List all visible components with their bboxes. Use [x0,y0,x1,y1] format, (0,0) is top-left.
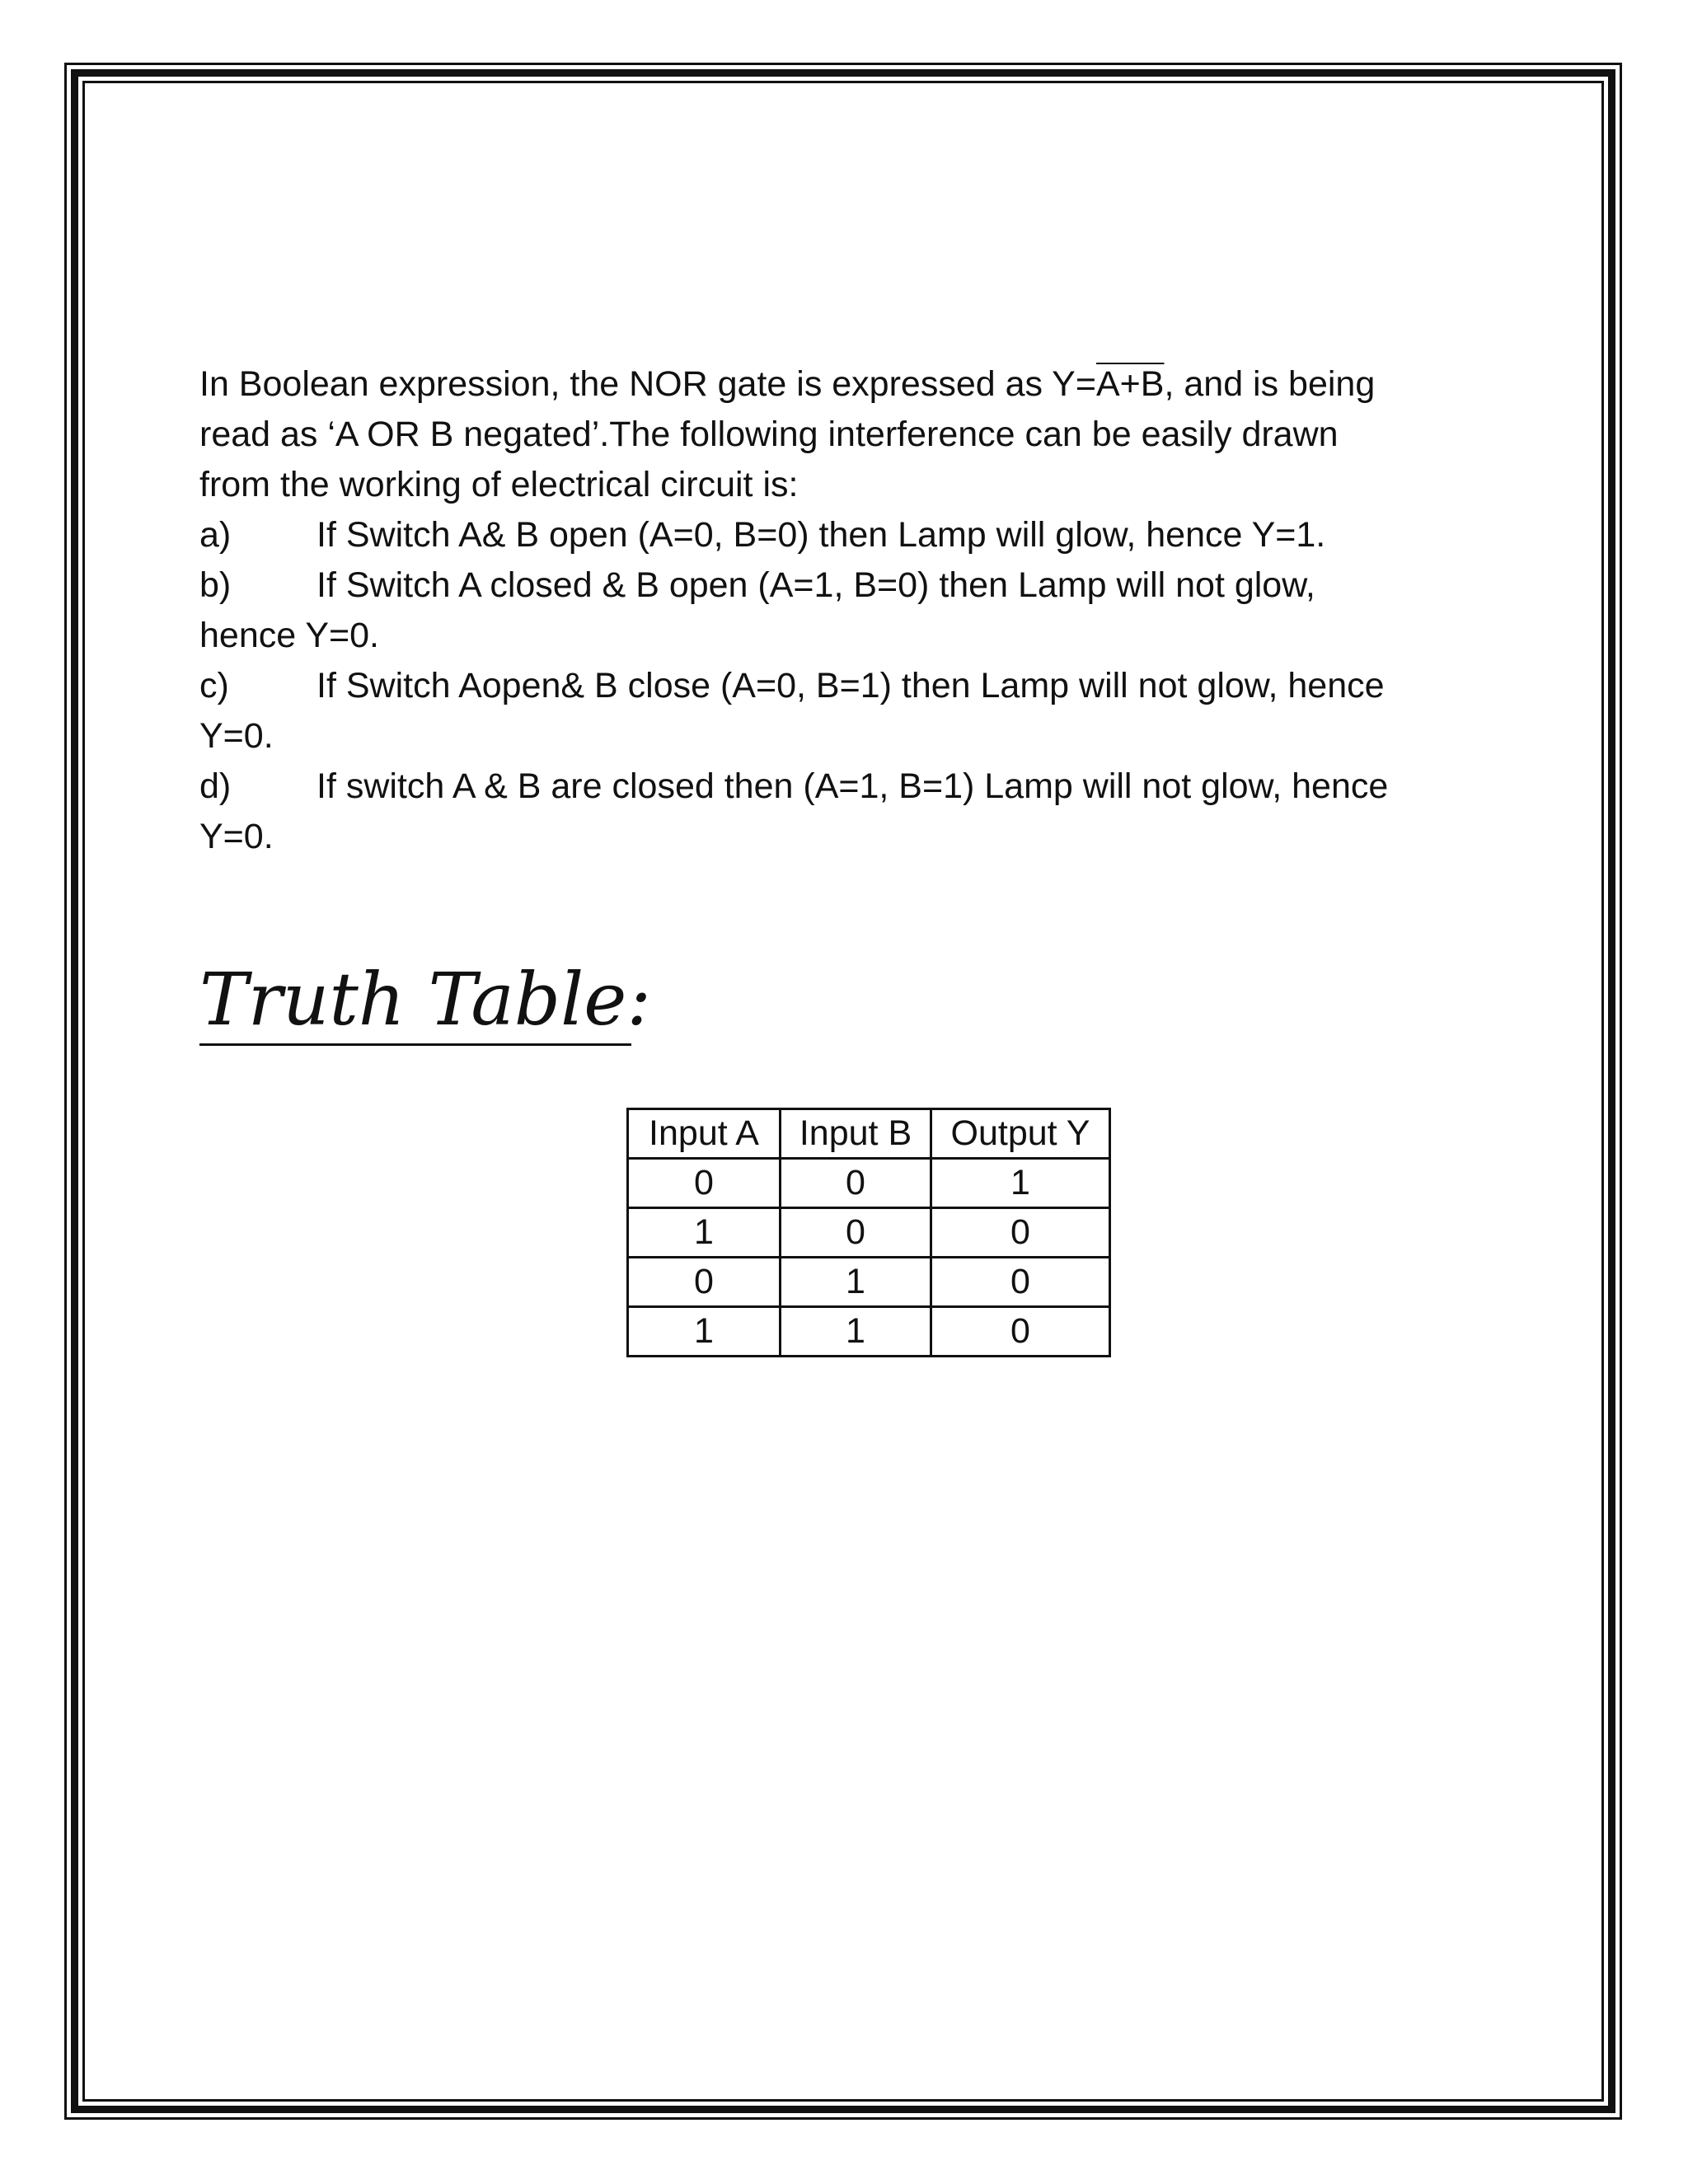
table-cell: 1 [628,1208,781,1258]
list-marker: d) [199,766,232,806]
body-text [199,359,1485,862]
paragraph-line-2: read as ‘A OR B negated’.The following interference can be easily drawn [199,415,1339,454]
table-cell: 0 [781,1159,931,1208]
table-cell: 0 [628,1258,781,1307]
list-item-text: If Switch A& B open (A=0, B=0) then Lamp will glow, hence Y=1. [316,515,1326,555]
list-item-text: If Switch Aopen& B close (A=0, B=1) then Lamp will not glow, hence [316,666,1385,705]
table-row [628,1258,1110,1307]
column-header-input-a: Input A [628,1109,781,1159]
table-row [628,1159,1110,1208]
paragraph-line-3: from the working of electrical circuit is: [199,465,799,504]
table-cell: 1 [931,1159,1110,1208]
table-cell: 1 [628,1307,781,1357]
list-item-d-continuation: Y=0. [199,817,274,856]
table-row [628,1208,1110,1258]
list-item-c [199,661,1485,711]
table-cell: 0 [931,1307,1110,1357]
list-item-b-continuation: hence Y=0. [199,616,379,655]
table-header-row [628,1109,1110,1159]
list-marker: c) [199,666,229,705]
list-item-d [199,762,1485,812]
table-cell: 1 [781,1307,931,1357]
list-item-c-continuation: Y=0. [199,716,274,756]
truth-table [626,1108,1111,1357]
list-marker: b) [199,565,232,605]
table-row [628,1307,1110,1357]
list-item-a [199,510,1485,560]
table-cell: 0 [628,1159,781,1208]
table-cell: 0 [931,1258,1110,1307]
table-cell: 1 [781,1258,931,1307]
table-cell: 0 [781,1208,931,1258]
column-header-input-b: Input B [781,1109,931,1159]
paragraph-line-1-text: In Boolean expression, the NOR gate is expressed as Y= [199,364,1096,404]
list-item-b [199,560,1485,611]
list-item-text: If switch A & B are closed then (A=1, B=1) Lamp will not glow, hence [316,766,1389,806]
negated-expression: A+B [1095,364,1165,404]
list-item-text: If Switch A closed & B open (A=1, B=0) then Lamp will not glow, [316,565,1315,605]
column-header-output-y: Output Y [931,1109,1110,1159]
truth-table-heading: Truth Table: [199,957,651,1042]
list-marker: a) [199,515,232,555]
paragraph-line-1 [199,359,1485,410]
table-cell: 0 [931,1208,1110,1258]
paragraph-line-1-tail: , and is being [1164,364,1376,404]
heading-underline [199,1043,631,1046]
